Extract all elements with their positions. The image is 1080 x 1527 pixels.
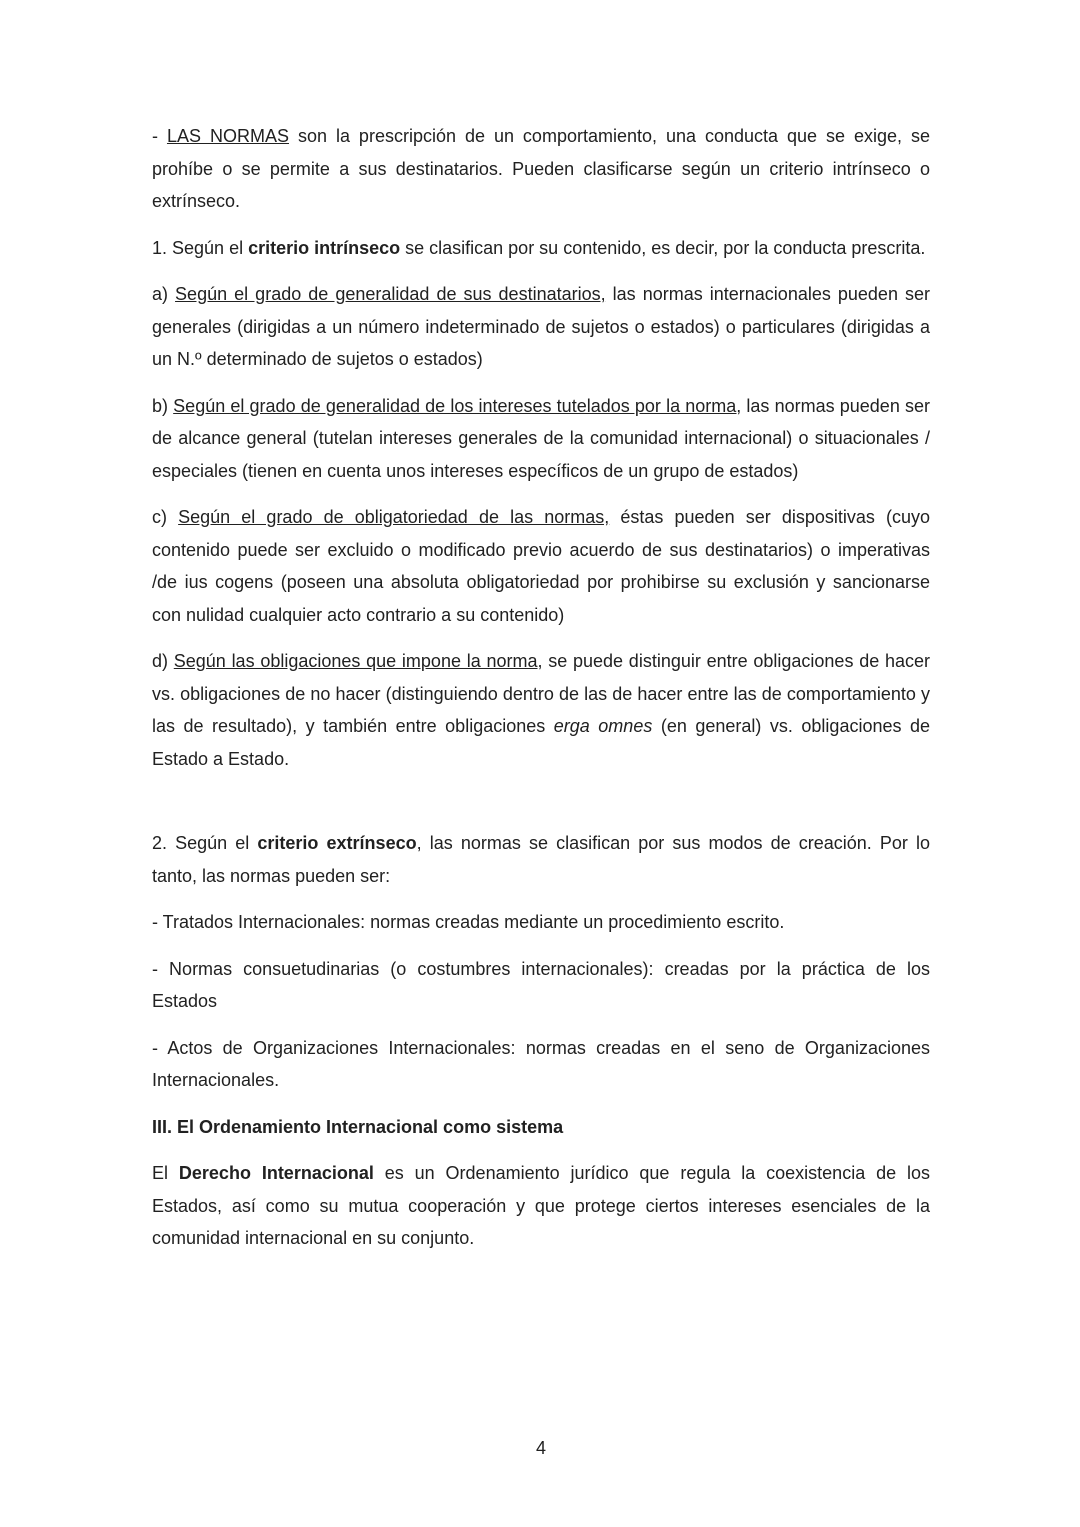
bullet-actos-organizaciones	[152, 1032, 930, 1097]
text-segment: - Tratados Internacionales: normas creadas mediante un procedimiento escrito.	[152, 912, 785, 932]
text-segment: las normas pueden ser de alcance general (tutelan intereses generales de la comunidad internacional) o situacionales / especiales (tienen en cuenta unos intereses específicos de un grupo de estados)	[152, 395, 930, 481]
text-segment: son la prescripción de un comportamiento, una conducta que se exige, se prohíbe o se permite a sus destinatarios. Pueden clasificarse según un criterio intrínseco o extrínseco.	[152, 126, 931, 211]
text-segment: a)	[152, 284, 176, 304]
text-segment: se puede distinguir entre obligaciones de hacer vs. obligaciones de no hacer (distinguiendo dentro de las de hacer entre las de comportamiento y las de resultado), y también entre obligaciones	[152, 651, 930, 736]
bullet-normas-consuetudinarias	[152, 953, 930, 1018]
text-segment: es un Ordenamiento jurídico que regula la coexistencia de los Estados, así como su mutua cooperación y que protege ciertos intereses esenciales de la comunidad internacional en su conjunto.	[152, 1163, 931, 1248]
text-segment: d)	[152, 651, 174, 671]
text-segment: Derecho Internacional	[178, 1163, 374, 1183]
list-item-b	[152, 390, 930, 488]
text-segment: 1. Según el	[152, 237, 249, 258]
text-segment: criterio intrínseco	[248, 237, 401, 258]
text-segment: - Normas consuetudinarias (o costumbres internacionales): creadas por la práctica de los Estados	[152, 958, 930, 1011]
text-segment: 2. Según el	[152, 833, 258, 853]
text-segment: c)	[152, 507, 179, 527]
bullet-tratados-internacionales	[152, 906, 930, 939]
text-segment: - Actos de Organizaciones Internacionales: normas creadas en el seno de Organizaciones Internacionales.	[152, 1037, 930, 1090]
text-segment: El	[152, 1163, 179, 1183]
list-item-a	[152, 278, 930, 376]
text-segment: Según el grado de generalidad de los intereses tutelados por la norma,	[173, 395, 742, 416]
text-segment: Según el grado de obligatoriedad de las normas,	[178, 507, 610, 527]
text-segment: -	[152, 126, 167, 146]
list-item-c	[152, 501, 930, 631]
paragraph-derecho-internacional	[152, 1157, 930, 1255]
text-segment: (en general) vs. obligaciones de Estado a Estado.	[152, 716, 931, 769]
paragraph-criterio-extrinseco	[152, 827, 930, 892]
section-heading-iii: III. El Ordenamiento Internacional como sistema	[152, 1116, 564, 1137]
text-segment: éstas pueden ser dispositivas (cuyo contenido puede ser excluido o modificado previo acuerdo de sus destinatarios) o imperativas /de ius cogens (poseen una absoluta obligatoriedad por prohibirse su exclusión y sancionarse con nulidad cualquier acto contrario a su contenido)	[152, 507, 931, 625]
list-item-d	[152, 645, 930, 775]
text-segment: , las normas se clasifican por sus modos de creación. Por lo tanto, las normas pueden ser:	[152, 833, 931, 886]
text-segment: las normas internacionales pueden ser generales (dirigidas a un número indeterminado de sujetos o estados) o particulares (dirigidas a un N.º determinado de sujetos o estados)	[152, 284, 930, 369]
text-segment: b)	[152, 395, 174, 416]
page-number: 4	[535, 1438, 546, 1458]
text-segment: LAS NORMAS	[166, 126, 289, 146]
paragraph-las-normas	[152, 120, 930, 218]
paragraph-criterio-intrinseco	[152, 232, 930, 265]
text-segment: criterio extrínseco	[257, 833, 417, 853]
text-segment: se clasifican por su contenido, es decir, por la conducta prescrita.	[400, 237, 926, 258]
text-segment: erga omnes	[553, 716, 653, 736]
text-segment: Según el grado de generalidad de sus destinatarios,	[175, 284, 606, 304]
document-content	[152, 120, 930, 1269]
text-segment: Según las obligaciones que impone la norma,	[173, 651, 543, 671]
